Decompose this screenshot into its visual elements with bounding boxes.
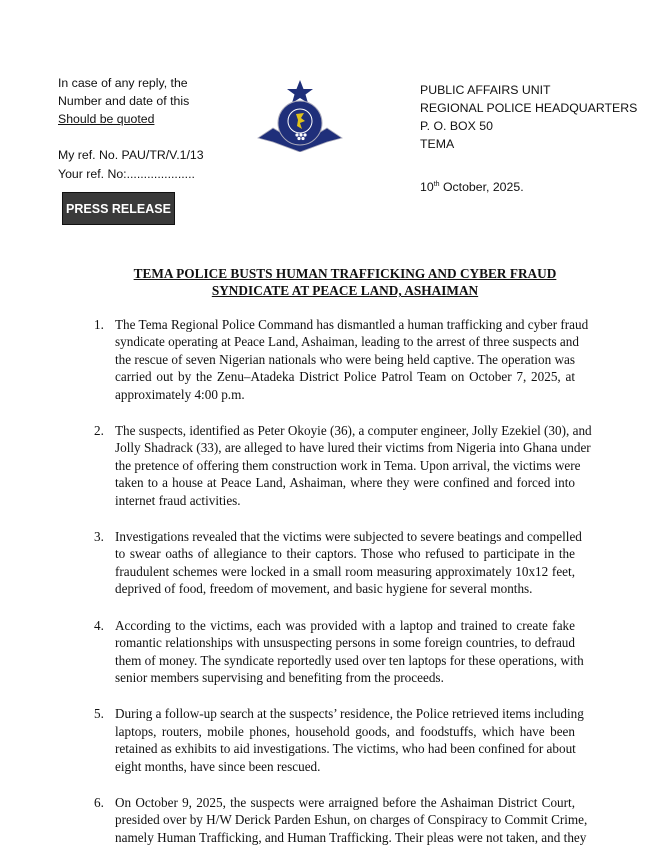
address-line: P. O. BOX 50: [420, 119, 493, 133]
page-title: [100, 265, 590, 299]
paragraph-line: presided over by H/W Derick Parden Eshun, on charges of Conspiracy to Commit Crime,: [115, 812, 588, 828]
numbered-paragraph: [94, 794, 588, 846]
paragraph-number: 3.: [94, 529, 104, 545]
title-line: TEMA POLICE BUSTS HUMAN TRAFFICKING AND CYBER FRAUD: [133, 266, 557, 281]
paragraph-line: Investigations revealed that the victims were subjected to severe beatings and compelled: [115, 529, 582, 545]
paragraph-line: The Tema Regional Police Command has dismantled a human trafficking and cyber fraud: [115, 317, 589, 332]
title-line: SYNDICATE AT PEACE LAND, ASHAIMAN: [211, 283, 479, 298]
numbered-paragraph: [94, 528, 584, 598]
numbered-paragraph: [94, 705, 584, 775]
address-line: PUBLIC AFFAIRS UNIT: [420, 83, 551, 97]
paragraph-line: romantic relationships with unsuspecting persons in some foreign countries, to defraud: [115, 635, 575, 651]
paragraph-line: eight months, have since been rescued.: [115, 758, 321, 774]
my-ref: My ref. No. PAU/TR/V.1/13: [58, 148, 204, 162]
reply-note-line: Number and date of this: [58, 94, 190, 108]
paragraph-line: internet fraud activities.: [115, 492, 241, 508]
paragraph-line: fraudulent schemes were locked in a small room measuring approximately 10x12 feet,: [115, 563, 575, 579]
paragraph-number: 5.: [94, 706, 104, 722]
ghana-police-crest-logo: [255, 80, 345, 152]
star-icon: [287, 80, 313, 103]
your-ref: Your ref. No:....................: [58, 167, 195, 181]
paragraph-line: The suspects, identified as Peter Okoyie (36), a computer engineer, Jolly Ezekiel (30), and: [115, 423, 592, 439]
numbered-paragraph: [94, 316, 589, 403]
date-day: 10: [420, 180, 434, 194]
date-suffix: th: [433, 180, 440, 188]
paragraph-line: Jolly Shadrack (33), are alleged to have lured their victims from Nigeria into Ghana under: [115, 440, 591, 456]
paragraph-line: namely Human Trafficking, and Human Trafficking. Their pleas were not taken, and they: [115, 829, 587, 845]
reply-note-line: Should be quoted: [58, 112, 155, 126]
paragraph-line: approximately 4:00 p.m.: [115, 386, 245, 402]
paragraph-number: 6.: [94, 794, 104, 810]
paragraph-line: syndicate operating at Peace Land, Ashaiman, leading to the arrest of three suspects and: [115, 334, 579, 350]
reply-note: [58, 74, 189, 128]
paragraph-line: taken to a house at Peace Land, Ashaiman, where they were confined and forced into: [115, 475, 575, 491]
release-date: [420, 180, 524, 194]
paragraph-line: deprived of food, freedom of movement, and basic hygiene for several months.: [115, 581, 533, 597]
paragraph-line: to swear oaths of allegiance to their captors. Those who refused to participate in the: [115, 546, 575, 562]
paragraph-number: 4.: [94, 617, 104, 633]
numbered-paragraph: [94, 617, 584, 687]
paragraph-line: senior members supervising and benefiting from the proceeds.: [115, 669, 444, 685]
paragraph-line: the rescue of seven Nigerian nationals who were being held captive. The operation was: [115, 351, 575, 367]
paragraph-line: the pretence of offering them construction work in Tema. Upon arrival, the victims were: [115, 457, 581, 473]
references: [58, 146, 204, 184]
address-line: TEMA: [420, 137, 455, 151]
paragraph-number: 2.: [94, 423, 104, 439]
reply-note-line: In case of any reply, the: [58, 76, 188, 90]
paragraph-line: laptops, routers, mobile phones, household goods, and foodstuffs, which have been: [115, 723, 575, 739]
address-block: [420, 81, 637, 153]
paragraph-line: On October 9, 2025, the suspects were arraigned before the Ashaiman District Court,: [115, 794, 575, 810]
paragraph-line: During a follow-up search at the suspects’ residence, the Police retrieved items including: [115, 706, 584, 722]
paragraph-line: carried out by the Zenu–Atadeka District Police Patrol Team on October 7, 2025, at: [115, 369, 575, 385]
paragraph-number: 1.: [94, 317, 104, 332]
numbered-paragraph: [94, 422, 592, 509]
paragraph-line: According to the victims, each was provided with a laptop and trained to create fake: [115, 617, 575, 633]
date-rest: October, 2025.: [439, 180, 524, 194]
paragraph-line: them of money. The syndicate reportedly used over ten laptops for these operations, with: [115, 652, 584, 668]
press-release-body: [94, 316, 592, 865]
paragraph-line: retained as exhibits to aid investigations. The victims, who had been confined for about: [115, 741, 576, 757]
address-line: REGIONAL POLICE HEADQUARTERS: [420, 101, 638, 115]
press-release-label: PRESS RELEASE: [62, 192, 175, 225]
